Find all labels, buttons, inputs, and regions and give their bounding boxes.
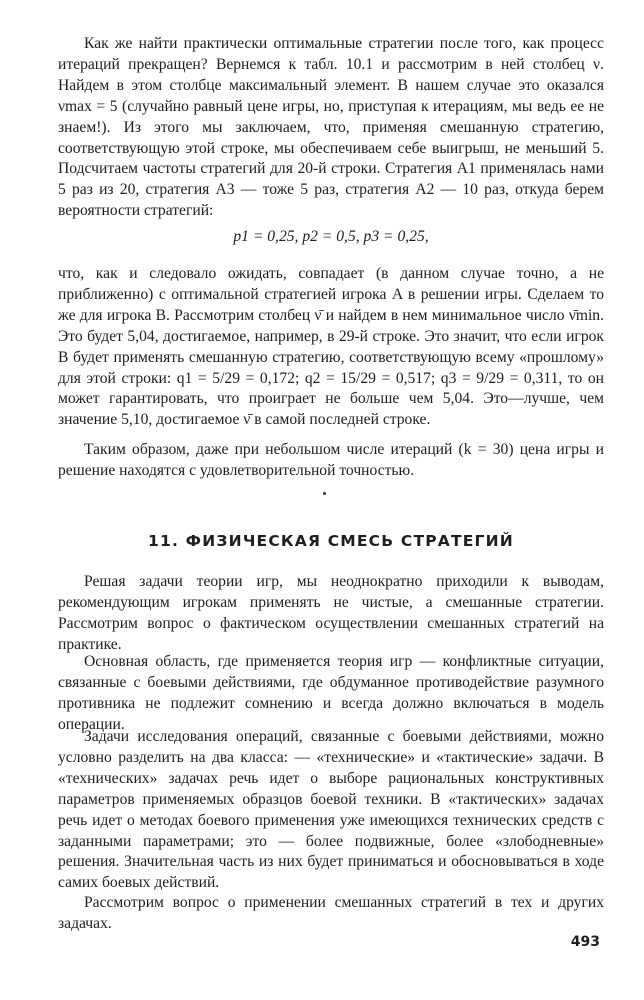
paragraph-text: Решая задачи теории игр, мы неоднократно приходили к выводам, рекомендующим игрокам применять не чистые, а смешанные стратегии. Рассмотрим вопрос о фактическом осуществлении смешанных стратегий на практике. [58,573,604,653]
paragraph-text: Задачи исследования операций, связанные с боевыми действиями, можно условно разделить на два класса: — «технические» и «тактические» задачи. В «технических» задачах речь идет о выборе рациональных конструктивных параметров применяемых образцов боевой техники. В «тактических» задачах речь идет о методах боевого применения уже имеющихся технических средств с заданными параметрами; это — более подвижные, более «злободневные» решения. Значительная часть из них будет приниматься и обосновываться в ходе самих боевых действий. [58,728,604,892]
paragraph-6 [58,727,604,894]
paragraph-4 [58,572,604,656]
paragraph-text: Основная область, где применяется теория игр — конфликтные ситуации, связанные с боевыми действиями, где обдуманное противодействие разумного противника не подлежит сомнению и всегда должно включаться в модель операции. [58,653,604,733]
paragraph-text: Как же найти практически оптимальные стратегии после того, как процесс итераций прекращен? Вернемся к табл. 10.1 и рассмотрим в ней столбец ν. Найдем в этом столбце максимальный элемент. В нашем случае это оказался νmax = 5 (случайно равный цене игры, но, приступая к итерациям, мы ведь ее не знаем!). Из этого мы заключаем, что, применяя смешанную стратегию, соответствующую этой строке, мы обеспечиваем себе выигрыш, не меньший 5. Подсчитаем частоты стратегий для 20-й строки. Стратегия A1 применялась нами 5 раз из 20, стратегия A3 — тоже 5 раз, стратегия A2 — 10 раз, откуда берем вероятности стратегий: [58,35,604,220]
section-heading: 11. ФИЗИЧЕСКАЯ СМЕСЬ СТРАТЕГИЙ [148,532,514,550]
paragraph-7 [58,893,604,935]
paragraph-text: что, как и следовало ожидать, совпадает (в данном случае точно, а не приближенно) с оптимальной стратегией игрока A в решении игры. Сделаем то же для игрока B. Рассмотрим столбец ν̄ и найдем в нем минимальное число ν̄min. Это будет 5,04, достигаемое, например, в 29-й строке. Это значит, что если игрок B будет применять смешанную стратегию, соответствующую всему «прошлому» для этой строки: q1 = 5/29 = 0,172; q2 = 15/29 = 0,517; q3 = 9/29 = 0,311, то он может гарантировать, что проиграет не больше чем 5,04. Это—лучше, чем значение 5,10, достигаемое ν̄ в самой последней строке. [58,265,604,429]
paragraph-text: Рассмотрим вопрос о применении смешанных стратегий в тех и других задачах. [58,894,604,932]
paragraph-text: Таким образом, даже при небольшом числе итераций (k = 30) цена игры и решение находятся с удовлетворительной точностью. [58,441,604,479]
paragraph-5 [58,652,604,736]
paragraph-1 [58,34,604,222]
page-number: 493 [570,934,600,950]
paragraph-3 [58,440,604,482]
probabilities-formula: p1 = 0,25, p2 = 0,5, p3 = 0,25, [233,228,429,245]
paragraph-2 [58,264,604,431]
separator-dot [323,492,326,495]
